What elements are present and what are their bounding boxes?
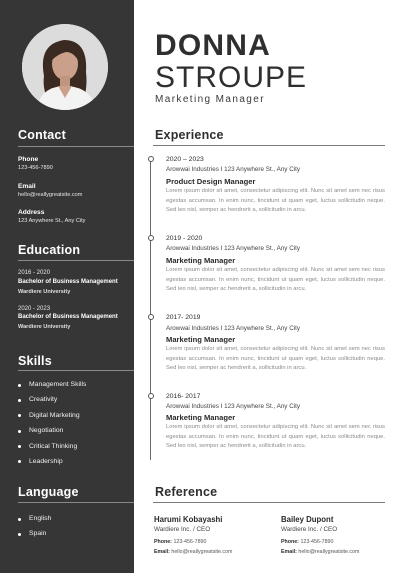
address-label: Address bbox=[18, 209, 45, 216]
divider bbox=[18, 260, 134, 261]
email-value: hello@reallygreatsite.com bbox=[298, 549, 360, 555]
reference-name: Bailey Dupont bbox=[281, 515, 334, 524]
experience-years: 2019 - 2020 bbox=[166, 235, 203, 242]
skill-label: Critical Thinking bbox=[29, 442, 78, 450]
timeline-dot bbox=[148, 235, 154, 241]
language-list bbox=[18, 515, 51, 546]
education-school: Wardiere University bbox=[18, 289, 71, 295]
address-value: 123 Anywhere St., Any City bbox=[18, 218, 86, 224]
experience-years: 2016- 2017 bbox=[166, 393, 201, 400]
experience-role: Marketing Manager bbox=[166, 335, 236, 344]
skills-list bbox=[18, 381, 86, 473]
experience-description: Lorem ipsum dolor sit amet, consectetur adipiscing elit. Nunc sit amet sem nec risus egestas accumsan. In enim nunc, tincidunt ut quam eget, luctus sollicitudin neque. Sed leo nisl, semper ac hendrerit a, sollicitudin in arcu. bbox=[166, 188, 385, 214]
skill-label: Management Skills bbox=[29, 381, 87, 388]
skills-heading: Skills bbox=[18, 354, 52, 368]
reference-email bbox=[154, 549, 232, 555]
profile-photo bbox=[22, 24, 108, 110]
bullet-icon bbox=[18, 460, 21, 463]
education-years: 2020 - 2023 bbox=[18, 306, 51, 312]
email-label: Email bbox=[18, 183, 36, 190]
experience-description: Lorem ipsum dolor sit amet, consectetur adipiscing elit. Nunc sit amet sem nec risus egestas accumsan. In enim nunc, tincidunt ut quam eget, luctus sollicitudin neque. Sed leo nisl, semper ac hendrerit a, sollicitudin in arcu. bbox=[166, 267, 385, 293]
experience-years: 2020 – 2023 bbox=[166, 156, 204, 163]
divider bbox=[153, 145, 385, 146]
education-degree: Bachelor of Business Management bbox=[18, 279, 118, 285]
education-years: 2016 - 2020 bbox=[18, 270, 51, 276]
experience-company: Arowwai Industries I 123 Anywhere St., Any City bbox=[166, 325, 301, 332]
experience-years: 2017- 2019 bbox=[166, 314, 201, 321]
reference-phone bbox=[154, 539, 206, 545]
experience-company: Arowwai Industries I 123 Anywhere St., Any City bbox=[166, 166, 301, 173]
experience-role: Product Design Manager bbox=[166, 177, 256, 186]
timeline-dot bbox=[148, 393, 154, 399]
list-item bbox=[18, 427, 86, 442]
reference-heading: Reference bbox=[155, 485, 218, 499]
language-label: Spain bbox=[29, 530, 47, 538]
phone-label: Phone bbox=[18, 156, 39, 163]
list-item bbox=[18, 515, 51, 530]
reference-phone bbox=[281, 539, 333, 545]
portrait-image bbox=[22, 24, 108, 110]
divider bbox=[18, 146, 134, 147]
education-degree: Bachelor of Business Management bbox=[18, 314, 118, 320]
experience-description: Lorem ipsum dolor sit amet, consectetur adipiscing elit. Nunc sit amet sem nec risus egestas accumsan. In enim nunc, tincidunt ut quam eget, luctus sollicitudin neque. Sed leo nisl, semper ac hendrerit a, sollicitudin in arcu. bbox=[166, 346, 385, 372]
reference-role: Wardiere Inc. / CEO bbox=[154, 526, 211, 533]
sidebar bbox=[0, 0, 134, 573]
language-heading: Language bbox=[18, 485, 79, 499]
skill-label: Creativity bbox=[29, 396, 58, 404]
divider bbox=[153, 502, 385, 503]
email-label: Email: bbox=[154, 549, 170, 555]
email-value: hello@reallygreatsite.com bbox=[18, 192, 83, 198]
divider bbox=[18, 370, 134, 371]
education-heading: Education bbox=[18, 243, 81, 257]
phone-value: 123-456-7890 bbox=[300, 539, 334, 545]
list-item bbox=[18, 381, 86, 396]
timeline-dot bbox=[148, 314, 154, 320]
experience-role: Marketing Manager bbox=[166, 256, 236, 265]
email-value: hello@reallygreatsite.com bbox=[171, 549, 233, 555]
list-item bbox=[18, 530, 51, 545]
experience-heading: Experience bbox=[155, 128, 224, 142]
phone-label: Phone: bbox=[281, 539, 299, 545]
reference-name: Harumi Kobayashi bbox=[154, 515, 223, 524]
first-name: DONNA bbox=[155, 29, 271, 62]
bullet-icon bbox=[18, 384, 21, 387]
bullet-icon bbox=[18, 533, 21, 536]
language-label: English bbox=[29, 515, 52, 522]
experience-company: Arowwai Industries I 123 Anywhere St., Any City bbox=[166, 245, 301, 252]
bullet-icon bbox=[18, 399, 21, 402]
divider bbox=[18, 502, 134, 503]
experience-description: Lorem ipsum dolor sit amet, consectetur adipiscing elit. Nunc sit amet sem nec risus egestas accumsan. In enim nunc, tincidunt ut quam eget, luctus sollicitudin neque. Sed leo nisl, semper ac hendrerit a, sollicitudin in arcu. bbox=[166, 424, 385, 450]
list-item bbox=[18, 443, 86, 458]
experience-company: Arowwai Industries I 123 Anywhere St., Any City bbox=[166, 403, 301, 410]
bullet-icon bbox=[18, 430, 21, 433]
timeline-dot bbox=[148, 156, 154, 162]
list-item bbox=[18, 458, 86, 473]
skill-label: Digital Marketing bbox=[29, 411, 80, 419]
reference-role: Wardiere Inc. / CEO bbox=[281, 526, 338, 533]
email-label: Email: bbox=[281, 549, 297, 555]
list-item bbox=[18, 412, 86, 427]
education-school: Wardiere University bbox=[18, 324, 71, 330]
contact-heading: Contact bbox=[18, 128, 66, 142]
skill-label: Leadership bbox=[29, 457, 63, 465]
bullet-icon bbox=[18, 445, 21, 448]
bullet-icon bbox=[18, 518, 21, 521]
last-name: STROUPE bbox=[155, 61, 308, 94]
phone-value: 123-456-7890 bbox=[18, 165, 53, 171]
bullet-icon bbox=[18, 414, 21, 417]
phone-value: 123-456-7890 bbox=[173, 539, 207, 545]
experience-role: Marketing Manager bbox=[166, 413, 236, 422]
skill-label: Negotiation bbox=[29, 427, 64, 435]
job-title: Marketing Manager bbox=[155, 94, 265, 105]
timeline-line bbox=[150, 160, 151, 460]
phone-label: Phone: bbox=[154, 539, 172, 545]
reference-email bbox=[281, 549, 359, 555]
list-item bbox=[18, 396, 86, 411]
